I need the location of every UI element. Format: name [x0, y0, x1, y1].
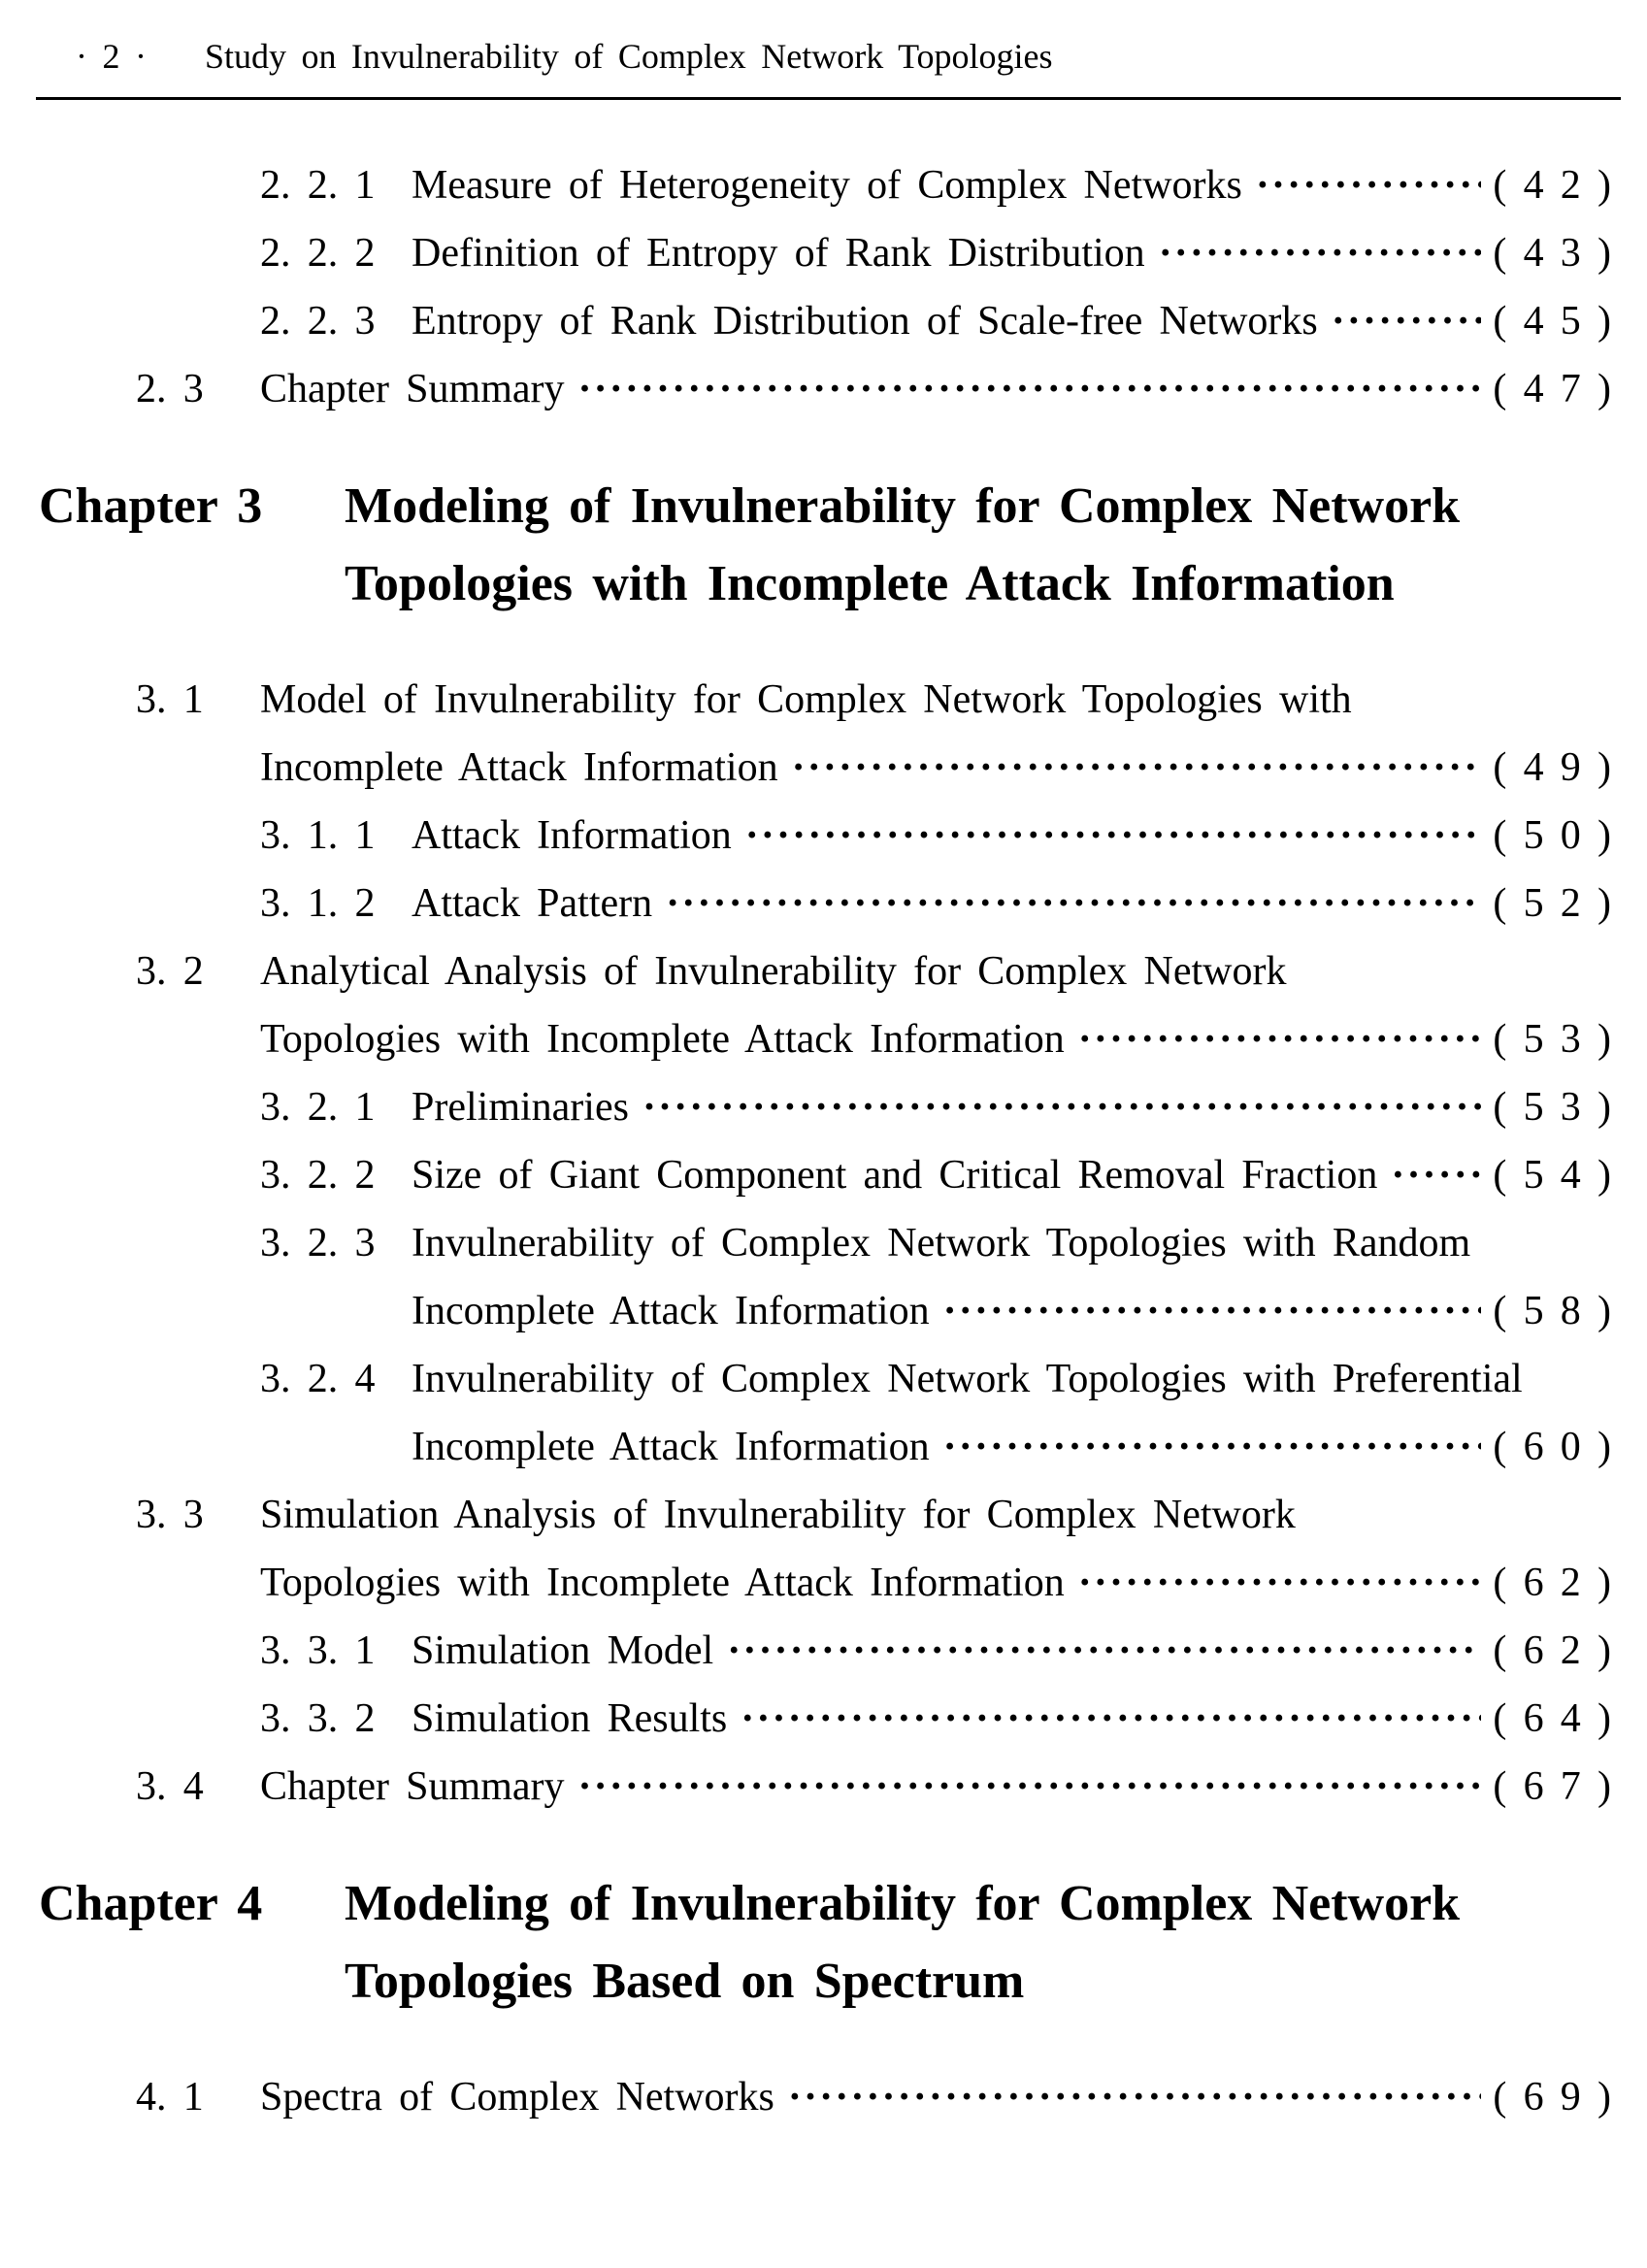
toc-entry-3-2-3 — [0, 1209, 1611, 1277]
chapter-heading-line — [0, 545, 1611, 623]
entry-number: 2. 2. 3 — [260, 299, 376, 344]
toc-entry-3-2-4 — [0, 1345, 1611, 1413]
dot-leader — [943, 1413, 1482, 1481]
chapter-heading-3 — [0, 468, 1611, 623]
page-number-marker: · 2 · — [76, 37, 147, 76]
entry-title: Entropy of Rank Distribution of Scale-free Networks — [412, 299, 1318, 344]
page-number: ( 4 3 ) — [1493, 231, 1611, 276]
dot-leader — [578, 355, 1482, 423]
page-number: ( 6 2 ) — [1493, 1561, 1611, 1605]
entry-title: Simulation Analysis of Invulnerability for Complex Network — [260, 1493, 1296, 1537]
entry-number: 3. 2 — [136, 949, 204, 994]
dot-leader — [666, 870, 1481, 937]
dot-leader — [745, 802, 1482, 870]
entry-title: Attack Information — [412, 813, 732, 858]
dot-leader — [727, 1617, 1481, 1685]
entry-title: Invulnerability of Complex Network Topologies with Preferential — [412, 1357, 1523, 1401]
toc-entry-3-1-2 — [0, 870, 1611, 937]
dot-leader — [1078, 1005, 1482, 1073]
page-number: ( 4 7 ) — [1493, 367, 1611, 411]
entry-number: 3. 3. 1 — [260, 1628, 376, 1673]
table-of-contents — [0, 115, 1647, 2131]
dot-leader — [642, 1073, 1481, 1141]
page-header — [76, 31, 1611, 82]
chapter-heading-line — [0, 468, 1611, 545]
page-number: ( 4 5 ) — [1493, 299, 1611, 344]
page-number: ( 6 7 ) — [1493, 1764, 1611, 1809]
entry-title-continued: Incomplete Attack Information — [412, 1289, 930, 1333]
chapter-label: Chapter 3 — [39, 478, 263, 534]
entry-title: Preliminaries — [412, 1085, 629, 1130]
page-number: ( 6 9 ) — [1493, 2075, 1611, 2120]
entry-title: Chapter Summary — [260, 367, 565, 411]
chapter-title-continued: Topologies Based on Spectrum — [345, 1954, 1025, 2009]
entry-number: 3. 2. 2 — [260, 1153, 376, 1198]
entry-title: Size of Giant Component and Critical Removal Fraction — [412, 1153, 1378, 1198]
page-number: ( 6 0 ) — [1493, 1425, 1611, 1469]
dot-leader — [1391, 1141, 1481, 1209]
chapter-label: Chapter 4 — [39, 1876, 263, 1931]
entry-title: Spectra of Complex Networks — [260, 2075, 774, 2120]
entry-title-continued: Topologies with Incomplete Attack Information — [260, 1017, 1065, 1062]
chapter-title-continued: Topologies with Incomplete Attack Information — [345, 556, 1395, 611]
page-number: ( 4 9 ) — [1493, 745, 1611, 790]
entry-number: 3. 4 — [136, 1764, 204, 1809]
entry-title: Simulation Model — [412, 1628, 714, 1673]
toc-entry-3-2-continued — [0, 1005, 1611, 1073]
dot-leader — [1332, 287, 1482, 355]
entry-title-continued: Incomplete Attack Information — [412, 1425, 930, 1469]
toc-entry-3-3-1 — [0, 1617, 1611, 1685]
chapter-heading-4 — [0, 1865, 1611, 2021]
chapter-title: Modeling of Invulnerability for Complex Network — [345, 1876, 1461, 1931]
toc-entry-3-2-3-continued — [0, 1277, 1611, 1345]
toc-entry-2-3 — [0, 355, 1611, 423]
page-number: ( 6 2 ) — [1493, 1628, 1611, 1673]
page-number: ( 5 3 ) — [1493, 1017, 1611, 1062]
toc-entry-3-2-4-continued — [0, 1413, 1611, 1481]
entry-number: 3. 1. 1 — [260, 813, 376, 858]
toc-entry-2-2-3 — [0, 287, 1611, 355]
toc-entry-3-2 — [0, 937, 1611, 1005]
entry-number: 3. 1. 2 — [260, 881, 376, 926]
toc-entry-3-1-1 — [0, 802, 1611, 870]
toc-entry-3-1 — [0, 666, 1611, 734]
entry-title: Invulnerability of Complex Network Topologies with Random — [412, 1221, 1471, 1265]
toc-entry-3-3-2 — [0, 1685, 1611, 1753]
entry-title: Attack Pattern — [412, 881, 653, 926]
entry-title: Simulation Results — [412, 1696, 728, 1741]
dot-leader — [578, 1753, 1482, 1821]
page-number: ( 5 2 ) — [1493, 881, 1611, 926]
toc-entry-3-2-2 — [0, 1141, 1611, 1209]
page-number: ( 5 4 ) — [1493, 1153, 1611, 1198]
toc-entry-4-1 — [0, 2063, 1611, 2131]
toc-entry-3-1-continued — [0, 734, 1611, 802]
entry-number: 2. 2. 1 — [260, 163, 376, 208]
toc-entry-3-3 — [0, 1481, 1611, 1549]
page-number: ( 5 8 ) — [1493, 1289, 1611, 1333]
toc-entry-2-2-2 — [0, 219, 1611, 287]
toc-entry-3-2-1 — [0, 1073, 1611, 1141]
page-number: ( 4 2 ) — [1493, 163, 1611, 208]
header-rule — [36, 97, 1621, 100]
entry-number: 2. 3 — [136, 367, 204, 411]
running-title: Study on Invulnerability of Complex Network Topologies — [204, 37, 1053, 76]
entry-number: 3. 3 — [136, 1493, 204, 1537]
dot-leader — [741, 1685, 1481, 1753]
entry-number: 3. 2. 1 — [260, 1085, 376, 1130]
entry-title: Model of Invulnerability for Complex Network Topologies with — [260, 677, 1352, 722]
page-number: ( 5 0 ) — [1493, 813, 1611, 858]
toc-entry-2-2-1 — [0, 151, 1611, 219]
entry-title-continued: Topologies with Incomplete Attack Information — [260, 1561, 1065, 1605]
page-number: ( 6 4 ) — [1493, 1696, 1611, 1741]
entry-number: 2. 2. 2 — [260, 231, 376, 276]
page-number: ( 5 3 ) — [1493, 1085, 1611, 1130]
dot-leader — [1078, 1549, 1482, 1617]
dot-leader — [1159, 219, 1482, 287]
entry-title: Chapter Summary — [260, 1764, 565, 1809]
chapter-title: Modeling of Invulnerability for Complex Network — [345, 478, 1461, 534]
entry-number: 3. 1 — [136, 677, 204, 722]
toc-entry-3-3-continued — [0, 1549, 1611, 1617]
entry-number: 3. 3. 2 — [260, 1696, 376, 1741]
chapter-heading-line — [0, 1943, 1611, 2021]
entry-title: Definition of Entropy of Rank Distribution — [412, 231, 1145, 276]
entry-title-continued: Incomplete Attack Information — [260, 745, 778, 790]
entry-number: 4. 1 — [136, 2075, 204, 2120]
toc-entry-3-4 — [0, 1753, 1611, 1821]
chapter-heading-line — [0, 1865, 1611, 1943]
entry-title: Analytical Analysis of Invulnerability for Complex Network — [260, 949, 1287, 994]
dot-leader — [792, 734, 1482, 802]
entry-number: 3. 2. 4 — [260, 1357, 376, 1401]
entry-title: Measure of Heterogeneity of Complex Networks — [412, 163, 1242, 208]
entry-number: 3. 2. 3 — [260, 1221, 376, 1265]
dot-leader — [1256, 151, 1481, 219]
dot-leader — [943, 1277, 1482, 1345]
dot-leader — [788, 2063, 1481, 2131]
